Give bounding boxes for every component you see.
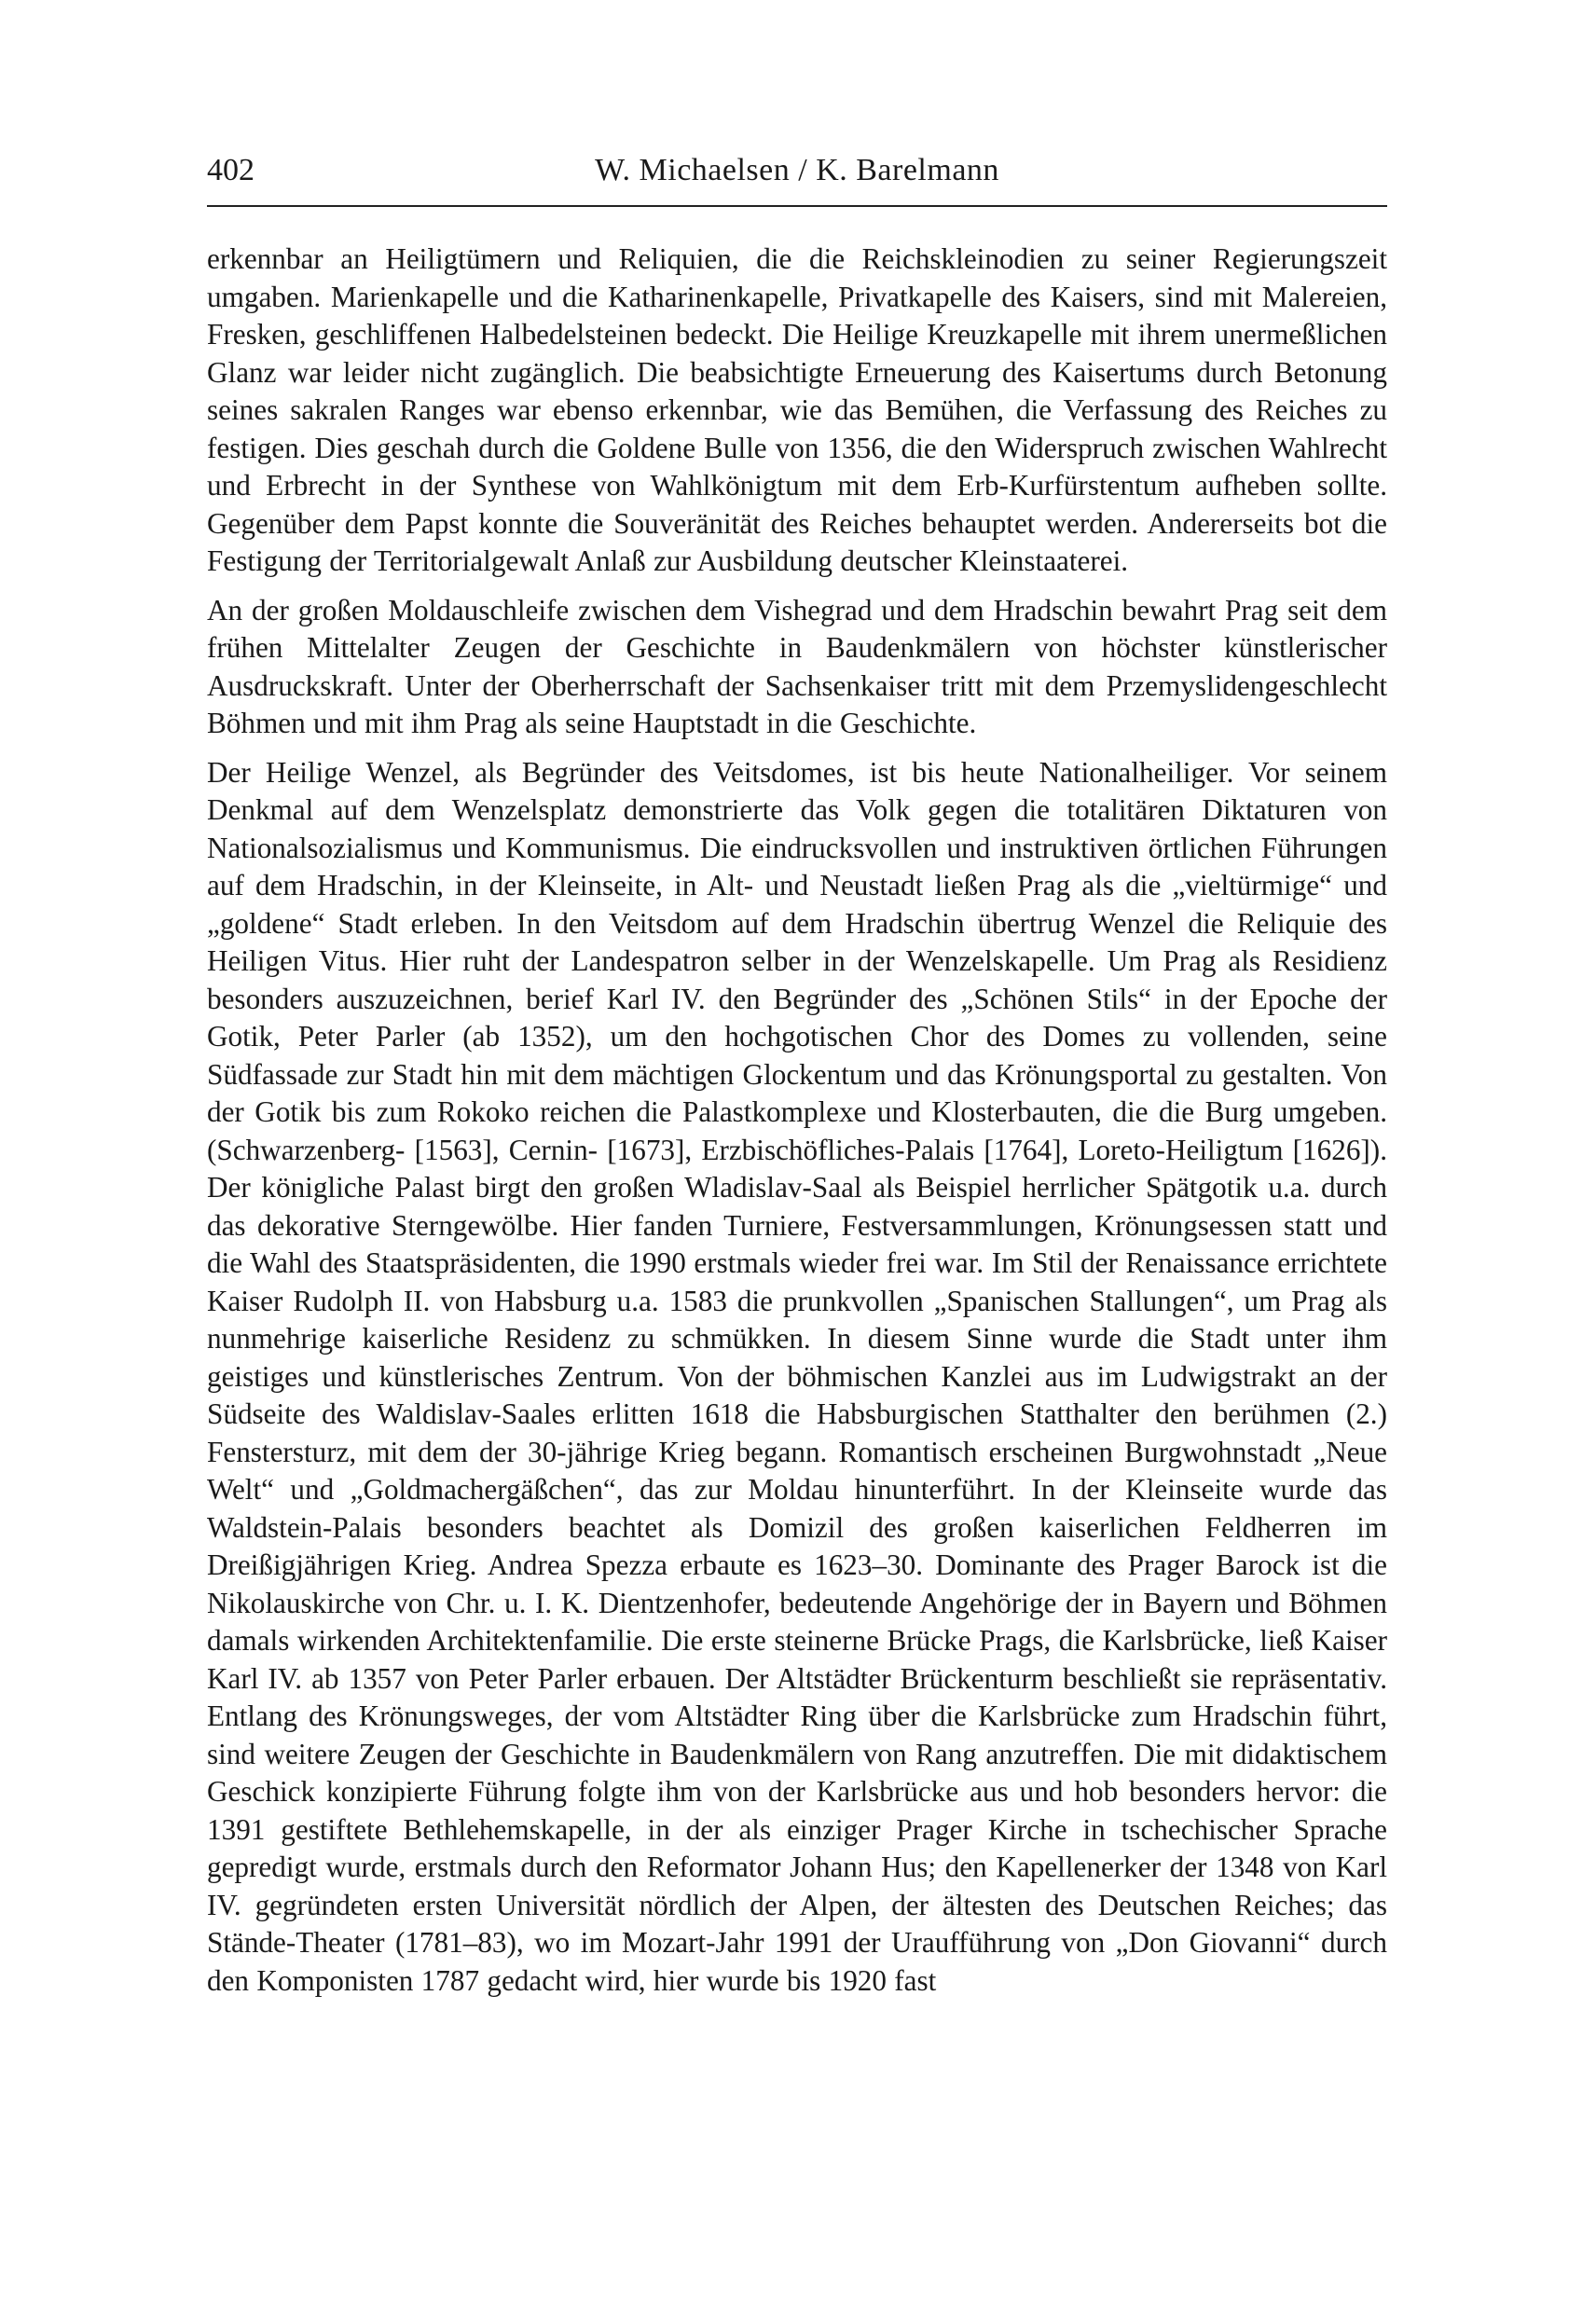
body-text [207,241,1387,2000]
paragraph-1: erkennbar an Heiligtümern und Reliquien, die die Reichskleinodien zu seiner Regierungszeit umgaben. Marienkapelle und die Katharinenkapelle, Privatkapelle des Kaisers, sind mit Malereien, Fresken, geschliffenen Halbedelsteinen bedeckt. Die Heilige Kreuzkapelle mit ihrem unermeßlichen Glanz war leider nicht zugänglich. Die beabsichtigte Erneuerung des Kaisertums durch Betonung seines sakralen Ranges war ebenso erkennbar, wie das Bemühen, die Verfassung des Reiches zu festigen. Dies geschah durch die Goldene Bulle von 1356, die den Widerspruch zwischen Wahlrecht und Erbrecht in der Synthese von Wahlkönigtum mit dem Erb-Kurfürstentum aufheben sollte. Gegenüber dem Papst konnte die Souveränität des Reiches behauptet werden. Andererseits bot die Festigung der Territorialgewalt Anlaß zur Ausbildung deutscher Kleinstaaterei. [207,242,1387,577]
paragraph-2: An der großen Moldauschleife zwischen dem Vishegrad und dem Hradschin bewahrt Prag seit dem frühen Mittelalter Zeugen der Geschichte in Baudenkmälern von höchster künstlerischer Ausdruckskraft. Unter der Oberherrschaft der Sachsenkaiser tritt mit dem Przemyslidengeschlecht Böhmen und mit ihm Prag als seine Hauptstadt in die Geschichte. [207,593,1387,739]
header-rule [207,205,1387,207]
paragraph-3: Der Heilige Wenzel, als Begründer des Veitsdomes, ist bis heute Nationalheiliger. Vor seinem Denkmal auf dem Wenzelsplatz demonstrierte das Volk gegen die totalitären Diktaturen von Nationalsozialismus und Kommunismus. Die eindrucksvollen und instruktiven örtlichen Führungen auf dem Hradschin, in der Kleinseite, in Alt- und Neustadt ließen Prag als die „vieltürmige“ und „goldene“ Stadt erleben. In den Veitsdom auf dem Hradschin übertrug Wenzel die Reliquie des Heiligen Vitus. Hier ruht der Landespatron selber in der Wenzelskapelle. Um Prag als Residienz besonders auszuzeichnen, berief Karl IV. den Begründer des „Schönen Stils“ in der Epoche der Gotik, Peter Parler (ab 1352), um den hochgotischen Chor des Domes zu vollenden, seine Südfassade zur Stadt hin mit dem mächtigen Glockentum und das Krönungsportal zu gestalten. Von der Gotik bis zum Rokoko reichen die Palastkomplexe und Klosterbauten, die die Burg umgeben. (Schwarzenberg- [1563], Cernin- [1673], Erzbischöfliches-Palais [1764], Loreto-Heiligtum [1626]). Der königliche Palast birgt den großen Wladislav-Saal als Beispiel herrlicher Spätgotik u.a. durch das dekorative Sterngewölbe. Hier fanden Turniere, Festversammlungen, Krönungsessen statt und die Wahl des Staatspräsidenten, die 1990 erstmals wieder frei war. Im Stil der Renaissance errichtete Kaiser Rudolph II. von Habsburg u.a. 1583 die prunkvollen „Spanischen Stallungen“, um Prag als nunmehrige kaiserliche Residenz zu schmükken. In diesem Sinne wurde die Stadt unter ihm geistiges und künstlerisches Zentrum. Von der böhmischen Kanzlei aus im Ludwigstrakt an der Südseite des Waldislav-Saales erlitten 1618 die Habsburgischen Statthalter den berühmen (2.) Fenstersturz, mit dem der 30-jährige Krieg begann. Romantisch erscheinen Burgwohnstadt „Neue Welt“ und „Goldmachergäßchen“, das zur Moldau hinunterführt. In der Kleinseite wurde das Waldstein-Palais besonders beachtet als Domizil des großen kaiserlichen Feldherren im Dreißigjährigen Krieg. Andrea Spezza erbaute es 1623–30. Dominante des Prager Barock ist die Nikolauskirche von Chr. u. I. K. Dientzenhofer, bedeutende Angehörige der in Bayern und Böhmen damals wirkenden Architektenfamilie. Die erste steinerne Brücke Prags, die Karlsbrücke, ließ Kaiser Karl IV. ab 1357 von Peter Parler erbauen. Der Altstädter Brückenturm beschließt sie repräsentativ. Entlang des Krönungsweges, der vom Altstädter Ring über die Karlsbrücke zum Hradschin führt, sind weitere Zeugen der Geschichte in Baudenkmälern von Rang anzutreffen. Die mit didaktischem Geschick konzipierte Führung folgte ihm von der Karlsbrücke aus und hob besonders hervor: die 1391 gestiftete Bethlehemskapelle, in der als einziger Prager Kirche in tschechischer Sprache gepredigt wurde, erstmals durch den Reformator Johann Hus; den Kapellenerker der 1348 von Karl IV. gegründeten ersten Universität nördlich der Alpen, der ältesten des Deutschen Reiches; das Stände-Theater (1781–83), wo im Mozart-Jahr 1991 der Uraufführung von „Don Giovanni“ durch den Komponisten 1787 gedacht wird, hier wurde bis 1920 fast [207,755,1387,1997]
running-title: W. Michaelsen / K. Barelmann [595,153,999,187]
running-head [207,149,1387,192]
page-number: 402 [207,153,255,187]
page [207,149,1387,2011]
